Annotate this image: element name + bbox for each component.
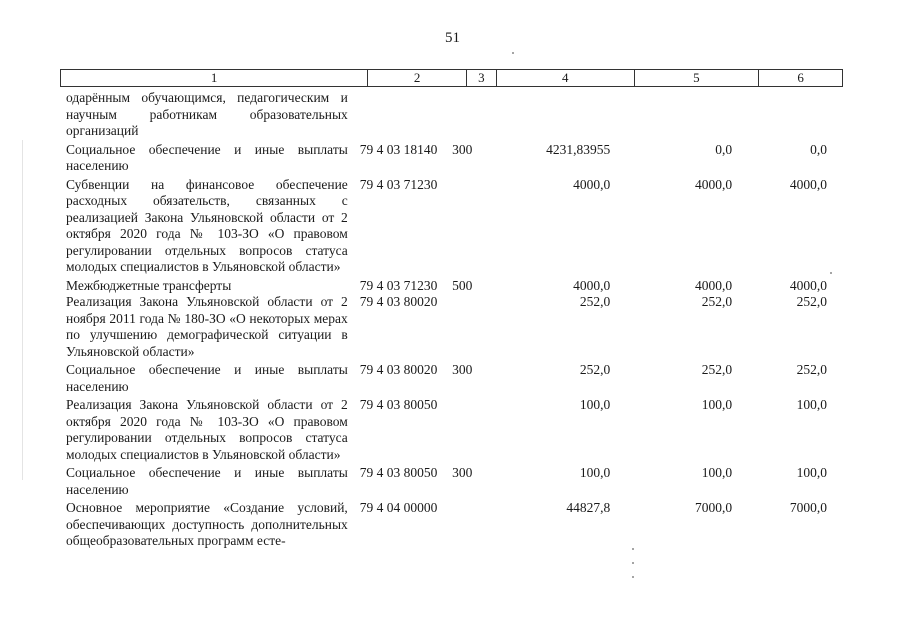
row-value-col4: 4231,83955 — [546, 141, 611, 157]
row-value-col6: 0,0 — [810, 141, 827, 157]
row-value-col4: 100,0 — [579, 397, 611, 412]
table-row — [60, 177, 843, 276]
row-value-col5: 252,0 — [701, 362, 733, 377]
row-code: 79 4 03 80020 — [359, 362, 438, 377]
table-row — [60, 90, 843, 140]
row-value-col6: 252,0 — [796, 294, 827, 309]
scan-speck — [632, 576, 634, 578]
header-col-5: 5 — [635, 70, 760, 86]
row-value-col5: 252,0 — [701, 294, 733, 309]
row-value-col4: 4000,0 — [573, 176, 611, 192]
header-col-6: 6 — [797, 70, 804, 85]
table-row — [60, 465, 843, 498]
scan-speck — [512, 52, 514, 54]
row-description: Субвенции на финансовое обеспечение расходных обязательств, связанных с реализацией Закона Ульяновской области от 2 октября 2020 года № 103-ЗО «О правовом регулировании отдельных вопросов статуса молодых специалистов в Ульяновской области» — [66, 176, 348, 274]
table-row — [60, 500, 843, 550]
scan-speck — [632, 548, 634, 550]
header-col-1: 1 — [61, 70, 368, 86]
table-row — [60, 278, 843, 295]
row-description: Реализация Закона Ульяновской области от 2 ноября 2011 года № 180-ЗО «О некоторых мерах по улучшению демографической ситуации в Ульяновской области» — [66, 294, 348, 359]
table-body — [60, 90, 843, 550]
row-value-col5: 100,0 — [701, 397, 733, 412]
table-row — [60, 397, 843, 463]
row-description: Социальное обеспечение и иные выплаты населению — [66, 465, 348, 497]
table-header — [60, 69, 843, 87]
row-description: Социальное обеспечение и иные выплаты населению — [66, 362, 348, 394]
row-value-col6: 4000,0 — [789, 176, 827, 192]
row-expense-type: 500 — [452, 277, 473, 293]
row-description: Реализация Закона Ульяновской области от 2 октября 2020 года № 103-ЗО «О правовом регулировании отдельных вопросов статуса молодых специалистов в Ульяновской области» — [66, 397, 348, 462]
page-number: 51 — [445, 30, 460, 46]
row-description: Межбюджетные трансферты — [66, 277, 232, 293]
row-value-col6: 7000,0 — [789, 500, 827, 515]
row-value-col5: 4000,0 — [694, 277, 733, 293]
row-description: Основное мероприятие «Создание условий, обеспечивающих доступность дополнительных общеобразовательных программ есте- — [66, 500, 348, 548]
row-code: 79 4 03 80050 — [359, 465, 438, 480]
table-row — [60, 294, 843, 360]
row-value-col5: 4000,0 — [694, 176, 733, 192]
row-expense-type: 300 — [452, 362, 473, 377]
row-expense-type: 300 — [452, 141, 473, 157]
table-row — [60, 362, 843, 395]
row-code: 79 4 03 18140 — [359, 141, 438, 157]
row-description: одарённым обучающимся, педагогическим и научным работникам образовательных организаций — [66, 90, 348, 138]
row-value-col4: 252,0 — [579, 294, 611, 309]
scan-margin-line — [22, 140, 23, 480]
scan-speck — [830, 272, 832, 274]
table-row — [60, 142, 843, 175]
row-value-col4: 4000,0 — [573, 277, 611, 293]
row-code: 79 4 03 71230 — [359, 277, 438, 293]
row-value-col6: 4000,0 — [789, 277, 827, 293]
row-value-col5: 7000,0 — [694, 500, 733, 515]
row-code: 79 4 03 71230 — [359, 176, 438, 192]
row-expense-type: 300 — [452, 465, 473, 480]
row-value-col4: 44827,8 — [566, 500, 611, 515]
header-col-3: 3 — [467, 70, 497, 86]
row-code: 79 4 03 80050 — [359, 397, 438, 412]
row-value-col4: 252,0 — [579, 362, 611, 377]
scan-speck — [632, 562, 634, 564]
row-value-col6: 252,0 — [796, 362, 827, 377]
header-col-2: 2 — [368, 70, 467, 86]
row-value-col6: 100,0 — [796, 465, 827, 480]
row-value-col5: 100,0 — [701, 465, 733, 480]
row-value-col6: 100,0 — [796, 397, 827, 412]
row-code: 79 4 03 80020 — [359, 294, 438, 309]
row-description: Социальное обеспечение и иные выплаты населению — [66, 141, 348, 173]
row-value-col4: 100,0 — [579, 465, 611, 480]
row-value-col5: 0,0 — [715, 141, 733, 157]
row-code: 79 4 04 00000 — [359, 500, 438, 515]
header-col-4: 4 — [497, 70, 635, 86]
